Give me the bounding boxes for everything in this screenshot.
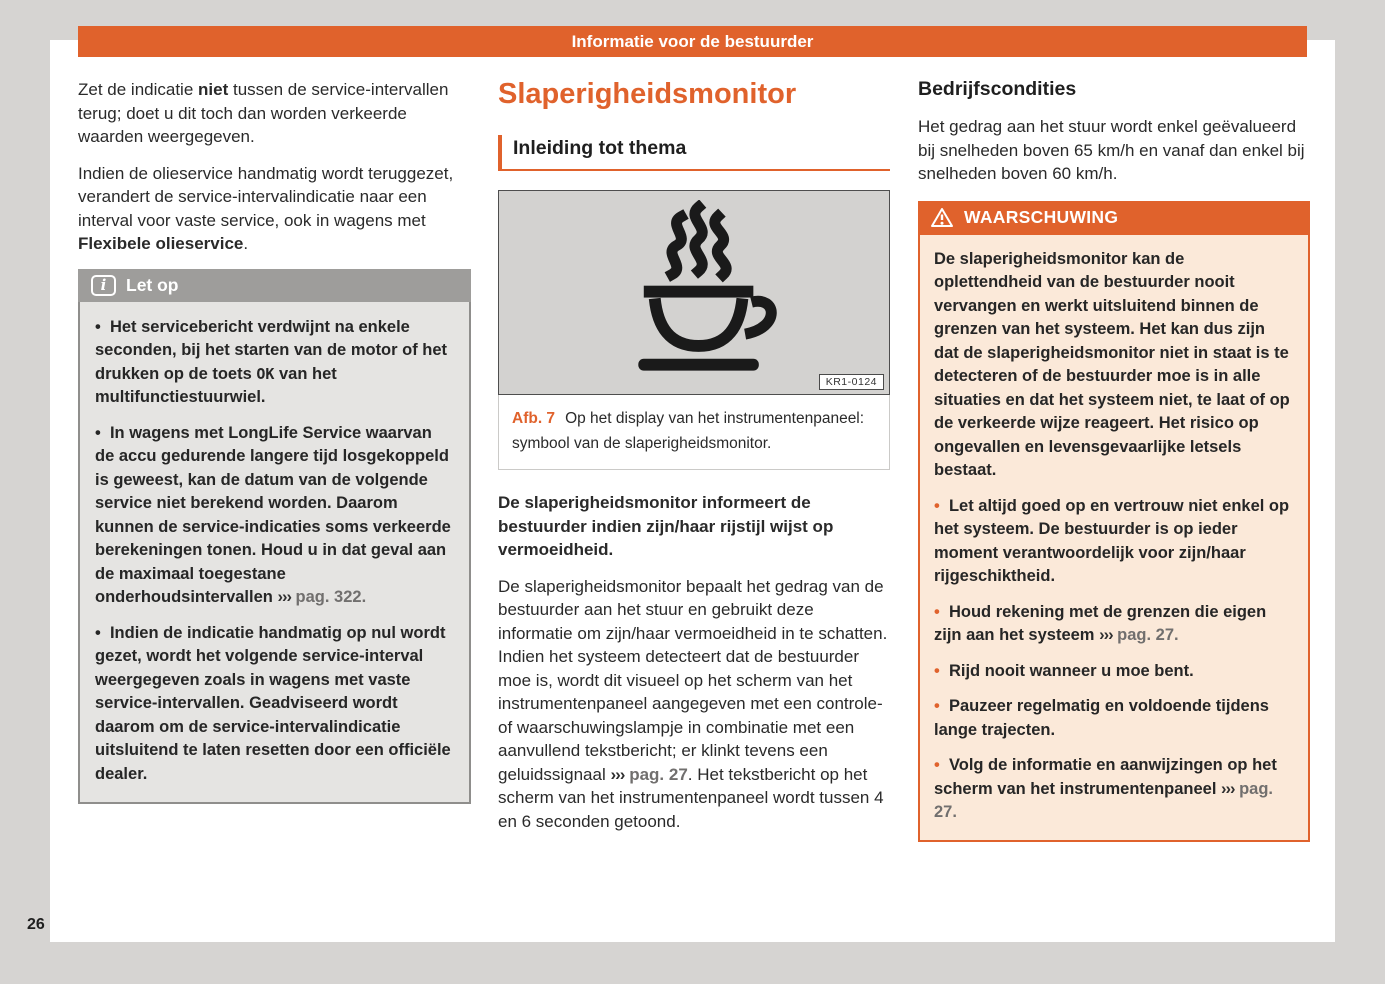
figure-block (498, 190, 890, 470)
figure-caption-label: Afb. 7 (512, 410, 556, 427)
info-icon-glyph: i (100, 276, 107, 294)
warning-box-title: WAARSCHUWING (964, 207, 1119, 227)
figure-code-label: KR1-0124 (819, 374, 884, 390)
page-number: 26 (27, 916, 45, 933)
figure-image (498, 190, 890, 395)
page-reference: pag. 27. (1117, 626, 1179, 644)
paragraph-text: tussen de service-intervallen terug; doet u dit toch dan worden verkeerde waarden weergegeven. (78, 80, 449, 146)
page-reference: pag. 27 (629, 764, 688, 784)
note-bullet-text: Indien de indicatie handmatig op nul wordt gezet, wordt het volgende service-interval weergegeven zoals in wagens met vaste service-intervallen. Geadviseerd wordt daarom om de service-intervalindicatie uitsluitend te laten resetten door een officiële dealer. (95, 623, 451, 783)
warning-bullet-text: Let altijd goed op en vertrouw niet enkel op het systeem. De bestuurder is op ieder moment verantwoordelijk voor zijn/haar rijgeschiktheid. (934, 496, 1290, 585)
info-icon (91, 275, 116, 296)
page-reference: pag. 322. (295, 588, 367, 606)
paragraph-text: . (243, 234, 249, 253)
warning-box-body (918, 235, 1310, 842)
page-reference: pag. 27. (934, 779, 1274, 821)
warning-bullet-text: Houd rekening met de grenzen die eigen zijn aan het systeem (934, 602, 1267, 644)
page-ref-chevrons: ››› (1099, 626, 1113, 644)
bullet-dot: • (934, 756, 940, 774)
bullet-dot: • (95, 623, 101, 642)
warning-bullet (934, 495, 1294, 589)
paragraph-text: . Het tekstbericht op het scherm van het instrumentenpaneel wordt tussen 4 en 6 seconden getoond. (498, 764, 884, 831)
bullet-dot: • (934, 602, 940, 621)
note-box-title: Let op (126, 274, 179, 295)
column-left (78, 78, 471, 804)
page-ref-chevrons: ››› (1221, 779, 1235, 798)
page-ref-chevrons: ››› (277, 588, 291, 606)
conditions-paragraph: Het gedrag aan het stuur wordt enkel geëvalueerd bij snelheden boven 65 km/h en vanaf dan enkel bij snelheden boven 60 km/h. (918, 117, 1305, 183)
lead-paragraph: De slaperigheidsmonitor informeert de bestuurder indien zijn/haar rijstijl wijst op vermoeidheid. (498, 493, 834, 559)
figure-caption (498, 395, 890, 470)
warning-bullet-text: Rijd nooit wanneer u moe bent. (948, 661, 1194, 680)
note-bullet-text: In wagens met LongLife Service waarvan de accu gedurende langere tijd losgekoppeld is geweest, kan de datum van de volgende service niet berekend worden. Daarom kunnen de service-indicaties soms verkeerde berekeningen tonen. Houd u in dat geval aan de maximaal toegestane onderhoudsintervallen (95, 423, 451, 606)
banner-title: Informatie voor de bestuurder (571, 32, 814, 51)
warning-bullet (934, 601, 1294, 648)
paragraph-text: Indien de olieservice handmatig wordt teruggezet, verandert de service-intervalindicatie naar een interval voor vaste service, ook in wagens met (78, 163, 454, 230)
warning-box-header (918, 201, 1310, 235)
paragraph-bold-text: niet (198, 80, 229, 99)
note-box (78, 269, 471, 805)
bullet-dot: • (934, 496, 940, 515)
subsection-heading: Bedrijfscondities (918, 78, 1077, 100)
warning-bullet (934, 754, 1294, 825)
bullet-dot: • (934, 661, 940, 680)
warning-triangle-icon (930, 207, 954, 228)
paragraph-text: Zet de indicatie (78, 80, 199, 99)
paragraph-service-reset (78, 78, 471, 149)
page-ref-chevrons: ››› (610, 764, 625, 784)
note-bullet (95, 422, 454, 610)
header-banner (78, 26, 1307, 57)
warning-bullet-text: Volg de informatie en aanwijzingen op het scherm van het instrumentenpaneel (934, 756, 1277, 798)
note-bullet (95, 622, 454, 787)
note-bullet-text: van het multifunctiestuurwiel. (95, 364, 337, 406)
section-heading: Inleiding tot thema (498, 135, 890, 171)
column-right (918, 78, 1310, 842)
bullet-dot: • (95, 317, 101, 336)
note-bullet-text: Het servicebericht verdwijnt na enkele seconden, bij het starten van de motor of het drukken op de toets (95, 317, 448, 383)
bullet-dot: • (934, 697, 940, 715)
note-box-header (78, 269, 471, 302)
paragraph-oilservice (78, 162, 471, 256)
note-box-body (78, 302, 471, 805)
warning-lead: De slaperigheidsmonitor kan de oplettendheid van de bestuurder nooit vervangen en werkt uitsluitend binnen de grenzen van het systeem. Het kan dus zijn dat de slaperigheidsmonitor niet in staat is te detecteren of de bestuurder moe is in alle situaties en dat het systeem niet, te laat of op de verkeerde wijze reageert. Het risico op ongevallen en levensgevaarlijke letsels bestaat. (934, 249, 1290, 479)
warning-bullet-text: Pauzeer regelmatig en voldoende tijdens lange trajecten. (934, 697, 1269, 739)
paragraph-text: De slaperigheidsmonitor bepaalt het gedrag van de bestuurder aan het stuur en gebruikt deze informatie om zijn/haar vermoeidheid in te schatten. Indien het systeem detecteert dat de bestuurder moe is, wordt dit visueel op het scherm van het instrumentenpaneel aangegeven met een controle- of waarschuwingslampje in combinatie met een aanvullend tekstbericht; er klinkt tevens een geluidssignaal (498, 576, 888, 784)
ok-key-label: OK (256, 364, 275, 383)
paragraph-bold-text: Flexibele olieservice (78, 234, 244, 253)
warning-bullet (934, 660, 1294, 684)
warning-box (918, 201, 1310, 842)
warning-bullet (934, 695, 1294, 742)
body-paragraph (498, 575, 890, 834)
note-bullet (95, 316, 454, 410)
figure-caption-text: Op het display van het instrumentenpaneel: symbool van de slaperigheidsmonitor. (512, 410, 865, 452)
chapter-title: Slaperigheidsmonitor (498, 78, 797, 110)
coffee-cup-icon (589, 200, 799, 386)
bullet-dot: • (95, 423, 101, 442)
column-middle (498, 78, 890, 846)
